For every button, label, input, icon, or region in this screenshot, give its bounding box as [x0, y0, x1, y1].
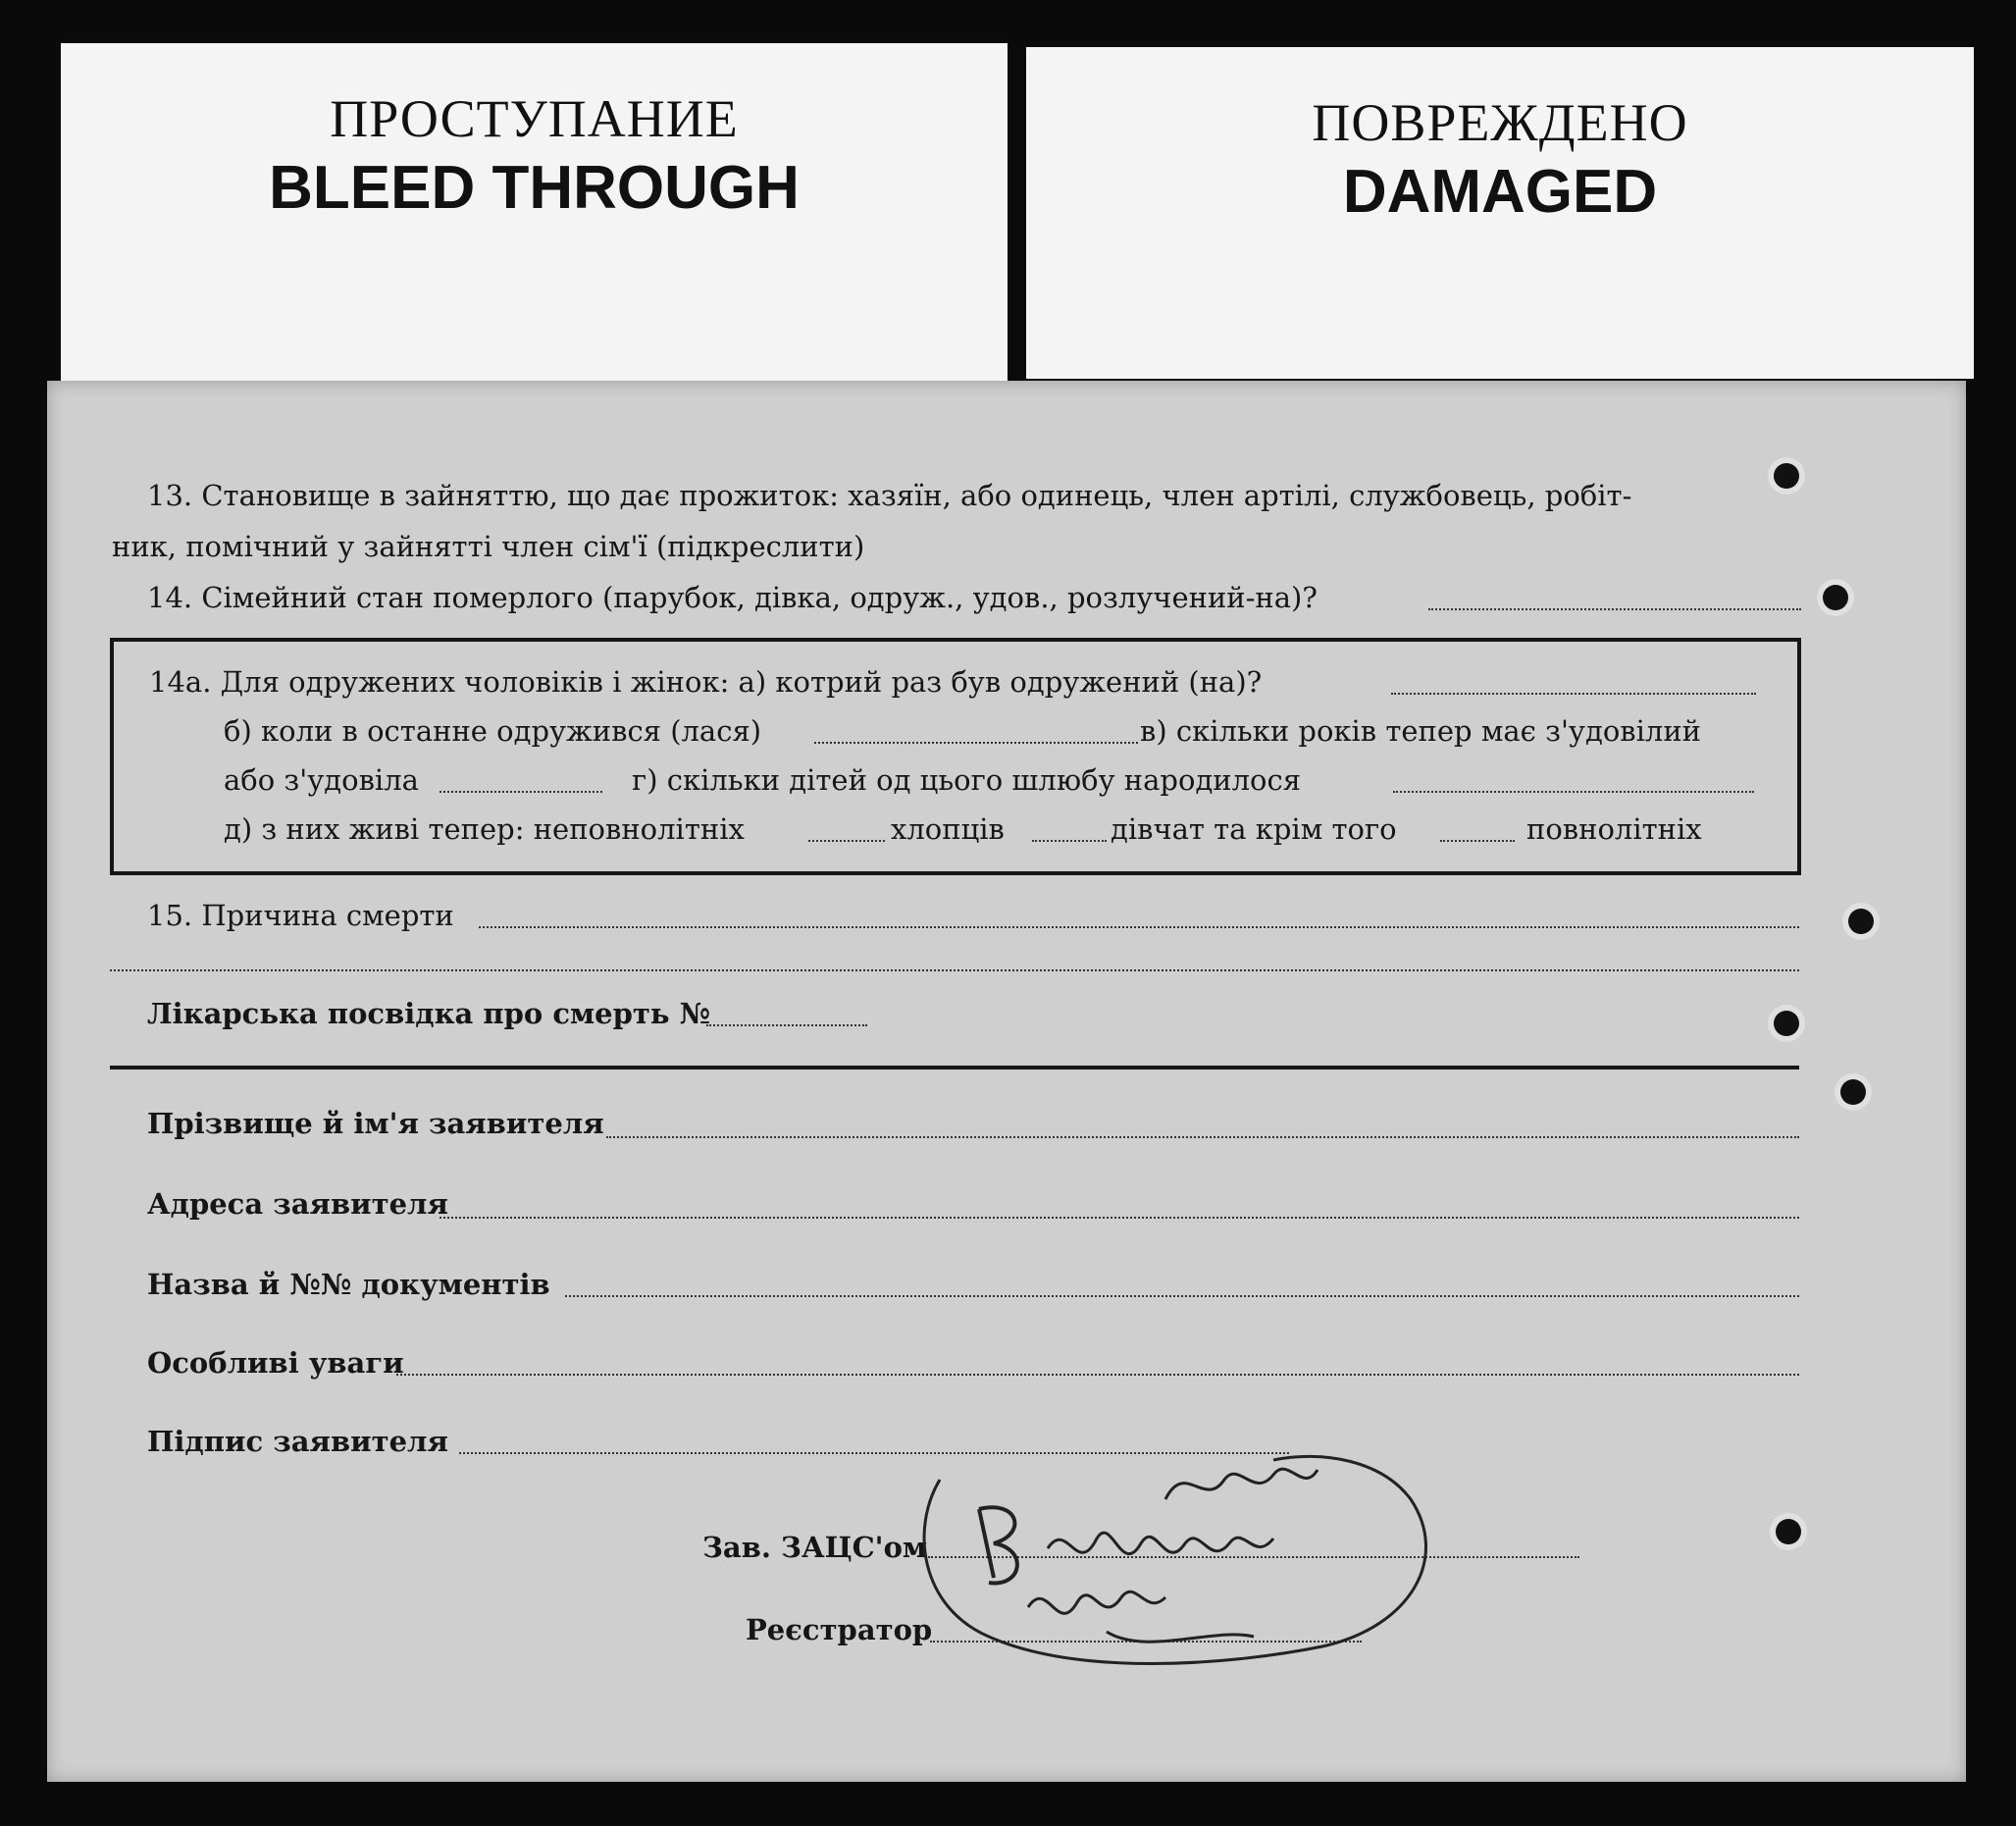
q14a-line4c: дівчат та крім того — [1111, 812, 1397, 846]
q14-label: 14. Сімейний стан померлого (парубок, дівка, одруж., удов., розлучений-на)? — [147, 581, 1318, 614]
q14a-line2b: в) скільки років тепер має з'удовілий — [1140, 714, 1701, 748]
q15-field — [479, 926, 1799, 928]
q14a-line2a: б) коли в останне одружився (лася) — [224, 714, 762, 748]
q15-label: 15. Причина смерти — [147, 899, 454, 932]
q14a-line4b: хлопців — [891, 812, 1005, 846]
punch-hole — [1840, 1079, 1866, 1105]
damaged-label-ru: ПОВРЕЖДЕНО — [1312, 93, 1688, 152]
applicant-name-field — [606, 1136, 1799, 1138]
applicant-address-field — [439, 1217, 1799, 1219]
section-divider — [110, 1066, 1799, 1070]
q14a-girls-field — [1032, 840, 1107, 842]
q15-field-2 — [110, 969, 1799, 971]
bleed-through-label-en: BLEED THROUGH — [269, 154, 800, 222]
q14a-widow-field — [439, 791, 602, 793]
medical-cert-label: Лікарська посвідка про смерть № — [147, 997, 711, 1030]
punch-hole — [1774, 1011, 1799, 1036]
bleed-through-label-ru: ПРОСТУПАНИЕ — [330, 89, 739, 148]
punch-hole — [1776, 1519, 1801, 1544]
damaged-card — [1026, 47, 1974, 379]
death-record-form — [47, 381, 1966, 1782]
q14a-b-field — [814, 742, 1138, 744]
punch-hole — [1848, 909, 1874, 934]
medical-cert-field — [706, 1024, 867, 1026]
q14a-line4a: д) з них живі тепер: неповнолітніх — [224, 812, 745, 846]
q14a-adults-field — [1440, 840, 1515, 842]
q14a-children-field — [1393, 791, 1754, 793]
q14a-line3b: г) скільки дітей од цього шлюбу народилося — [632, 763, 1302, 797]
q14a-line4d: повнолітніх — [1526, 812, 1702, 846]
q14a-boys-field — [808, 840, 885, 842]
registrar-label: Реєстратор — [746, 1613, 933, 1646]
documents-field — [565, 1295, 1799, 1297]
remarks-label: Особливі уваги — [147, 1346, 404, 1380]
q13-line1: 13. Становище в зайняттю, що дає прожиток: хазяїн, або одинець, член артілі, службовець, робіт- — [147, 479, 1632, 512]
remarks-field — [396, 1374, 1799, 1376]
applicant-signature-label: Підпис заявителя — [147, 1425, 448, 1458]
q14a-line1: 14а. Для одружених чоловіків і жінок: а) котрий раз був одружений (на)? — [149, 665, 1263, 699]
signature-stamp — [901, 1440, 1450, 1676]
applicant-address-label: Адреса заявителя — [147, 1187, 448, 1221]
q14a-line3a: або з'удовіла — [224, 763, 419, 797]
punch-hole — [1774, 463, 1799, 489]
q14-field — [1428, 608, 1801, 610]
q14a-a-field — [1391, 693, 1756, 695]
punch-hole — [1823, 585, 1848, 610]
head-zags-label: Зав. ЗАЦС'ом — [702, 1531, 928, 1564]
bleed-through-card — [61, 43, 1008, 385]
damaged-label-en: DAMAGED — [1342, 158, 1658, 226]
documents-label: Назва й №№ документів — [147, 1268, 550, 1301]
q13-line2: ник, помічний у зайнятті член сім'ї (підкреслити) — [112, 530, 865, 563]
applicant-name-label: Прізвище й ім'я заявителя — [147, 1107, 604, 1140]
